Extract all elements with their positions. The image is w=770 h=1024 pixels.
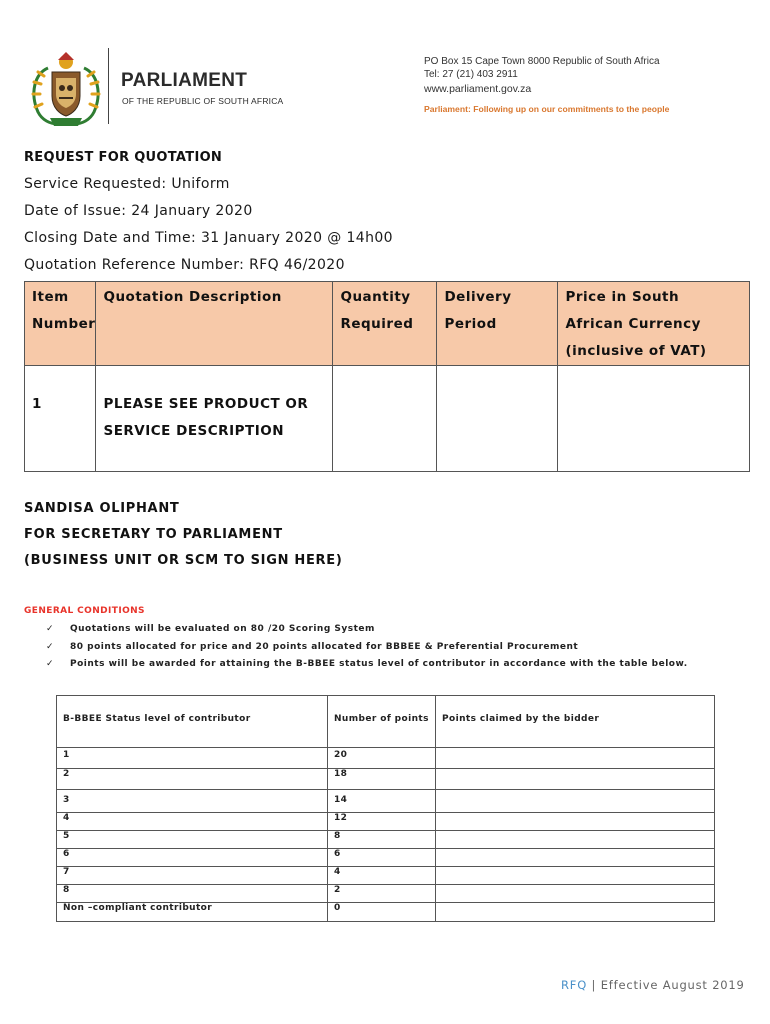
cell-price[interactable] [558, 366, 750, 472]
status-level: 1 [57, 748, 328, 769]
status-level: 2 [57, 769, 328, 790]
header-text: Price in South [565, 289, 680, 305]
points-value: 14 [328, 790, 436, 813]
points-claimed-cell[interactable] [436, 748, 715, 769]
table-row [57, 903, 715, 922]
condition-text: Quotations will be evaluated on 80 /20 Scoring System [70, 624, 375, 634]
condition-text: Points will be awarded for attaining the B-BBEE status level of contributor in accordance with the table below. [70, 659, 688, 669]
table-row [57, 885, 715, 903]
header-divider [108, 48, 109, 124]
header-status-level: B-BBEE Status level of contributor [57, 696, 328, 748]
table-row [57, 813, 715, 831]
points-claimed-cell[interactable] [436, 831, 715, 849]
table-row [57, 748, 715, 769]
points-value: 0 [328, 903, 436, 922]
points-value: 4 [328, 867, 436, 885]
signatory-role: FOR SECRETARY TO PARLIAMENT [24, 527, 283, 542]
bbbee-points-table [56, 695, 715, 922]
checkmark-icon: ✓ [46, 624, 55, 634]
points-claimed-cell[interactable] [436, 903, 715, 922]
header-text: Number [32, 316, 96, 332]
header-description [96, 282, 333, 366]
points-value: 18 [328, 769, 436, 790]
cell-text [558, 366, 749, 368]
header-item-number [25, 282, 96, 366]
status-level: 3 [57, 790, 328, 813]
condition-item [46, 624, 375, 634]
table-row [57, 831, 715, 849]
table-row [57, 769, 715, 790]
condition-item [46, 642, 578, 652]
service-requested: Service Requested: Uniform [24, 176, 230, 192]
status-level: 6 [57, 849, 328, 867]
condition-item [46, 659, 688, 669]
slogan: Parliament: Following up on our commitments to the people [424, 104, 670, 114]
footer-effective-date: Effective August 2019 [600, 978, 745, 992]
date-of-issue: Date of Issue: 24 January 2020 [24, 203, 253, 219]
header-text: African Currency [565, 316, 701, 332]
checkmark-icon: ✓ [46, 642, 55, 652]
cell-text: PLEASE SEE PRODUCT OR [103, 396, 309, 412]
table-row [57, 790, 715, 813]
cell-description [96, 366, 333, 472]
address-line: PO Box 15 Cape Town 8000 Republic of South Africa [424, 56, 660, 67]
parliament-crest-logo [28, 50, 104, 128]
points-value: 20 [328, 748, 436, 769]
closing-date: Closing Date and Time: 31 January 2020 @ 14h00 [24, 230, 393, 246]
quotation-table-header [25, 282, 750, 366]
points-claimed-cell[interactable] [436, 769, 715, 790]
points-claimed-cell[interactable] [436, 790, 715, 813]
points-table-header [57, 696, 715, 748]
document-title: REQUEST FOR QUOTATION [24, 150, 223, 165]
header-quantity [333, 282, 437, 366]
status-level: 7 [57, 867, 328, 885]
points-claimed-cell[interactable] [436, 885, 715, 903]
signatory-name: SANDISA OLIPHANT [24, 501, 180, 516]
cell-text [437, 366, 557, 368]
org-subtitle: OF THE REPUBLIC OF SOUTH AFRICA [122, 96, 284, 106]
points-claimed-cell[interactable] [436, 849, 715, 867]
cell-text [333, 366, 436, 368]
footer-label: RFQ [561, 978, 588, 992]
status-level: 5 [57, 831, 328, 849]
header-text: Period [444, 316, 497, 332]
cell-text: 1 [32, 396, 42, 412]
header-text: Required [340, 316, 414, 332]
header-text: Item [32, 289, 69, 305]
header-text: Quantity [340, 289, 411, 305]
quotation-table [24, 281, 750, 472]
table-row [57, 849, 715, 867]
signature-instruction: (BUSINESS UNIT OR SCM TO SIGN HERE) [24, 553, 343, 568]
points-value: 12 [328, 813, 436, 831]
reference-number: Quotation Reference Number: RFQ 46/2020 [24, 257, 345, 273]
footer-separator: | [591, 978, 597, 992]
header-points-claimed: Points claimed by the bidder [436, 696, 715, 748]
table-row [57, 867, 715, 885]
header-text: Delivery [444, 289, 512, 305]
conditions-title: GENERAL CONDITIONS [24, 606, 145, 616]
header-text: Quotation Description [103, 289, 282, 305]
header-delivery [437, 282, 558, 366]
points-value: 8 [328, 831, 436, 849]
checkmark-icon: ✓ [46, 659, 55, 669]
status-level: Non –compliant contributor [57, 903, 328, 922]
status-level: 4 [57, 813, 328, 831]
website-link[interactable]: www.parliament.gov.za [424, 83, 532, 95]
table-row [25, 366, 750, 472]
condition-text: 80 points allocated for price and 20 points allocated for BBBEE & Preferential Procurement [70, 642, 579, 652]
points-claimed-cell[interactable] [436, 813, 715, 831]
cell-quantity[interactable] [333, 366, 437, 472]
cell-item-number [25, 366, 96, 472]
points-value: 2 [328, 885, 436, 903]
status-level: 8 [57, 885, 328, 903]
phone-line: Tel: 27 (21) 403 2911 [424, 69, 518, 80]
points-claimed-cell[interactable] [436, 867, 715, 885]
page-footer [561, 978, 745, 992]
cell-delivery[interactable] [437, 366, 558, 472]
points-value: 6 [328, 849, 436, 867]
org-name: PARLIAMENT [121, 70, 248, 91]
cell-text: SERVICE DESCRIPTION [103, 423, 284, 439]
header-price [558, 282, 750, 366]
header-number-of-points: Number of points [328, 696, 436, 748]
header-text: (inclusive of VAT) [565, 343, 707, 359]
